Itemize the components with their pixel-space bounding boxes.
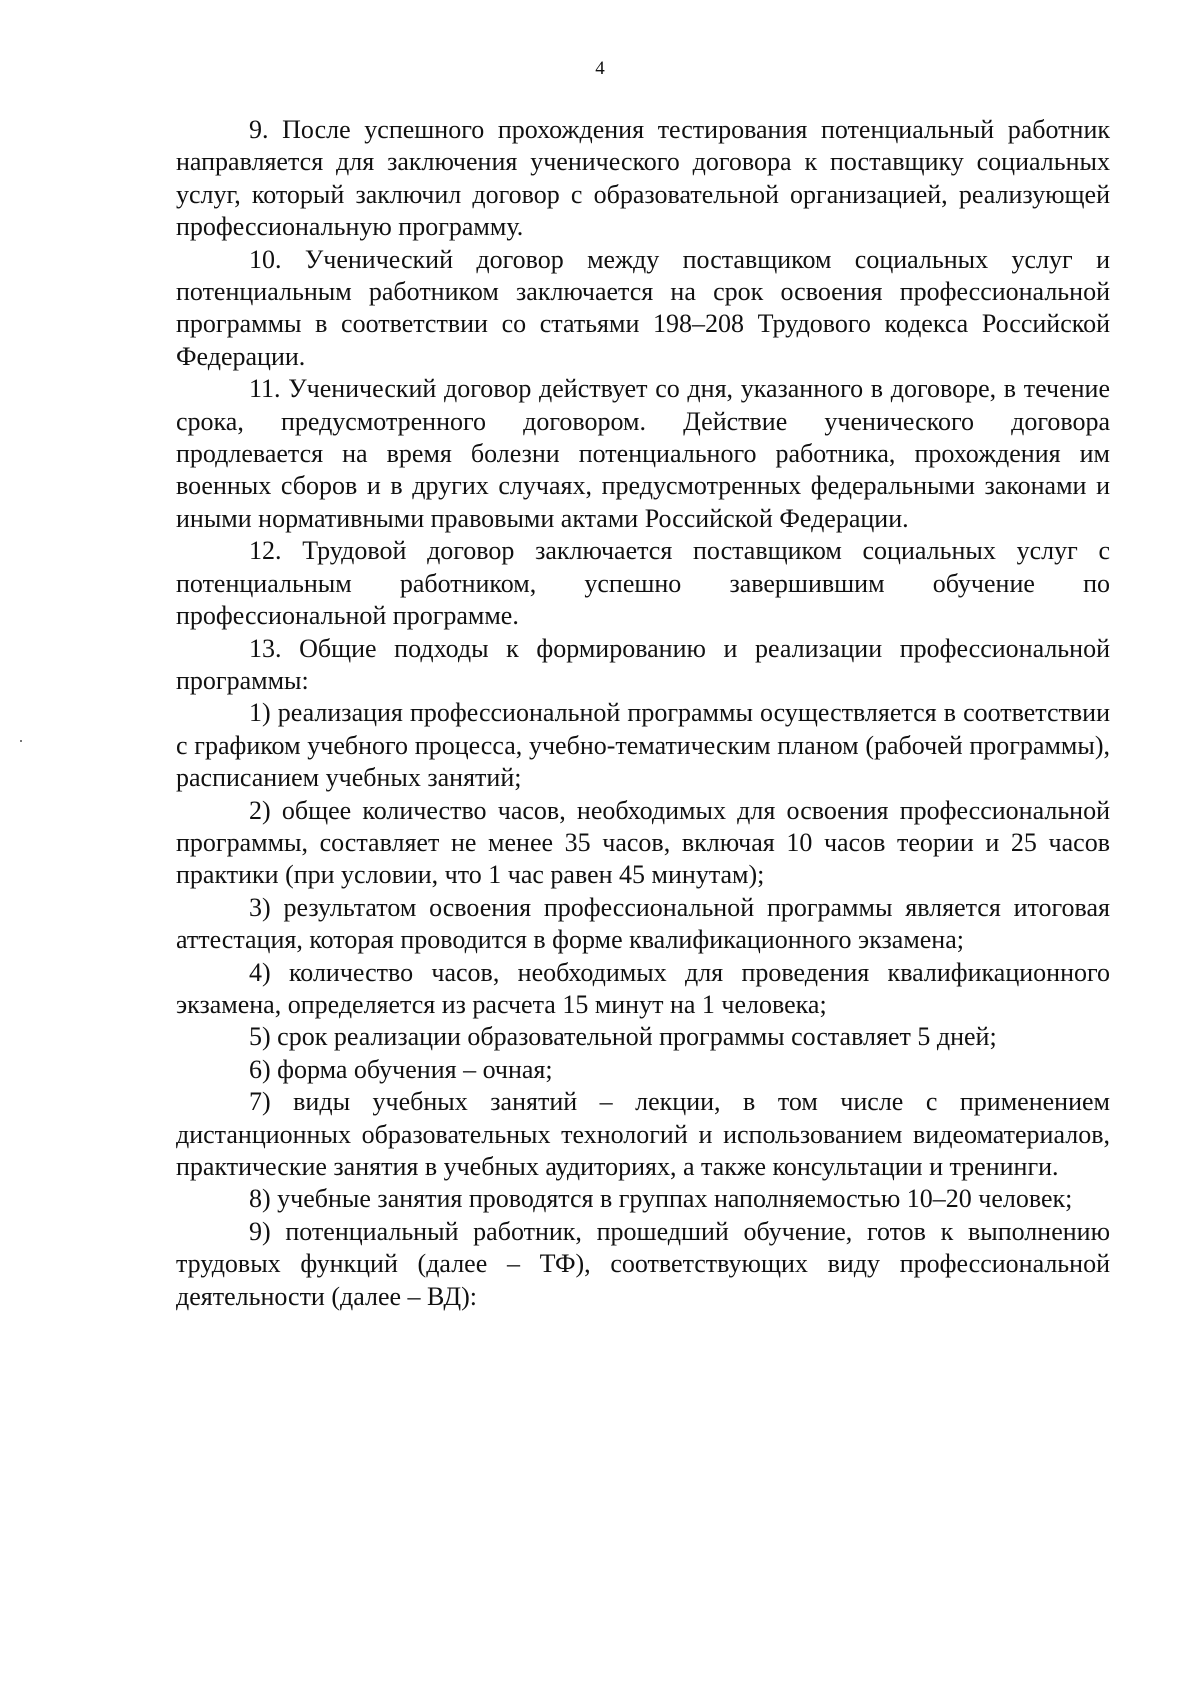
paragraph-9-testing: 9. После успешного прохождения тестирования потенциальный работник направляется для заключения ученического договора к поставщику социальных услуг, который заключил договор с образовательной организацией, реализующей профессиональную программу.	[176, 115, 1110, 242]
paragraph-13-general-approaches: 13. Общие подходы к формированию и реализации профессиональной программы:	[176, 633, 1110, 695]
list-item-4-exam-hours: 4) количество часов, необходимых для проведения квалификационного экзамена, определяется из расчета 15 минут на 1 человека;	[176, 957, 1110, 1019]
paragraph-12-labor-contract: 12. Трудовой договор заключается поставщиком социальных услуг с потенциальным работником, успешно завершившим обучение по профессиональной программе.	[176, 536, 1110, 631]
list-item-8-group-size: 8) учебные занятия проводятся в группах наполняемостью 10–20 человек;	[249, 1184, 1073, 1214]
paragraph-10-student-contract: 10. Ученический договор между поставщиком социальных услуг и потенциальным работником заключается на срок освоения профессиональной программы в соответствии со статьями 198–208 Трудового кодекса Российской Федерации.	[176, 244, 1110, 371]
list-item-2-hours: 2) общее количество часов, необходимых для освоения профессиональной программы, составляет не менее 35 часов, включая 10 часов теории и 25 часов практики (при условии, что 1 час равен 45 минутам);	[176, 795, 1110, 890]
list-item-6-study-form: 6) форма обучения – очная;	[249, 1054, 553, 1084]
page-number: 4	[595, 58, 605, 79]
scan-dot-mark	[20, 740, 22, 742]
document-body	[176, 114, 1110, 1313]
list-item-3-certification: 3) результатом освоения профессиональной программы является итоговая аттестация, которая проводится в форме квалификационного экзамена;	[176, 892, 1110, 955]
list-item-7-class-types: 7) виды учебных занятий – лекции, в том числе с применением дистанционных образовательных технологий и использованием видеоматериалов, практические занятия в учебных аудиториях, а также консультации и тренинги.	[176, 1087, 1110, 1181]
list-item-9-labor-functions: 9) потенциальный работник, прошедший обучение, готов к выполнению трудовых функций (далее – ТФ), соответствующих виду профессиональной деятельности (далее – ВД):	[176, 1216, 1110, 1311]
paragraph-11-contract-validity: 11. Ученический договор действует со дня, указанного в договоре, в течение срока, предусмотренного договором. Действие ученического договора продлевается на время болезни потенциального работника, прохождения им военных сборов и в других случаях, предусмотренных федеральными законами и иными нормативными правовыми актами Российской Федерации.	[176, 374, 1110, 533]
list-item-1-implementation: 1) реализация профессиональной программы осуществляется в соответствии с графиком учебного процесса, учебно-тематическим планом (рабочей программы), расписанием учебных занятий;	[176, 698, 1110, 793]
list-item-5-duration: 5) срок реализации образовательной программы составляет 5 дней;	[249, 1022, 997, 1052]
